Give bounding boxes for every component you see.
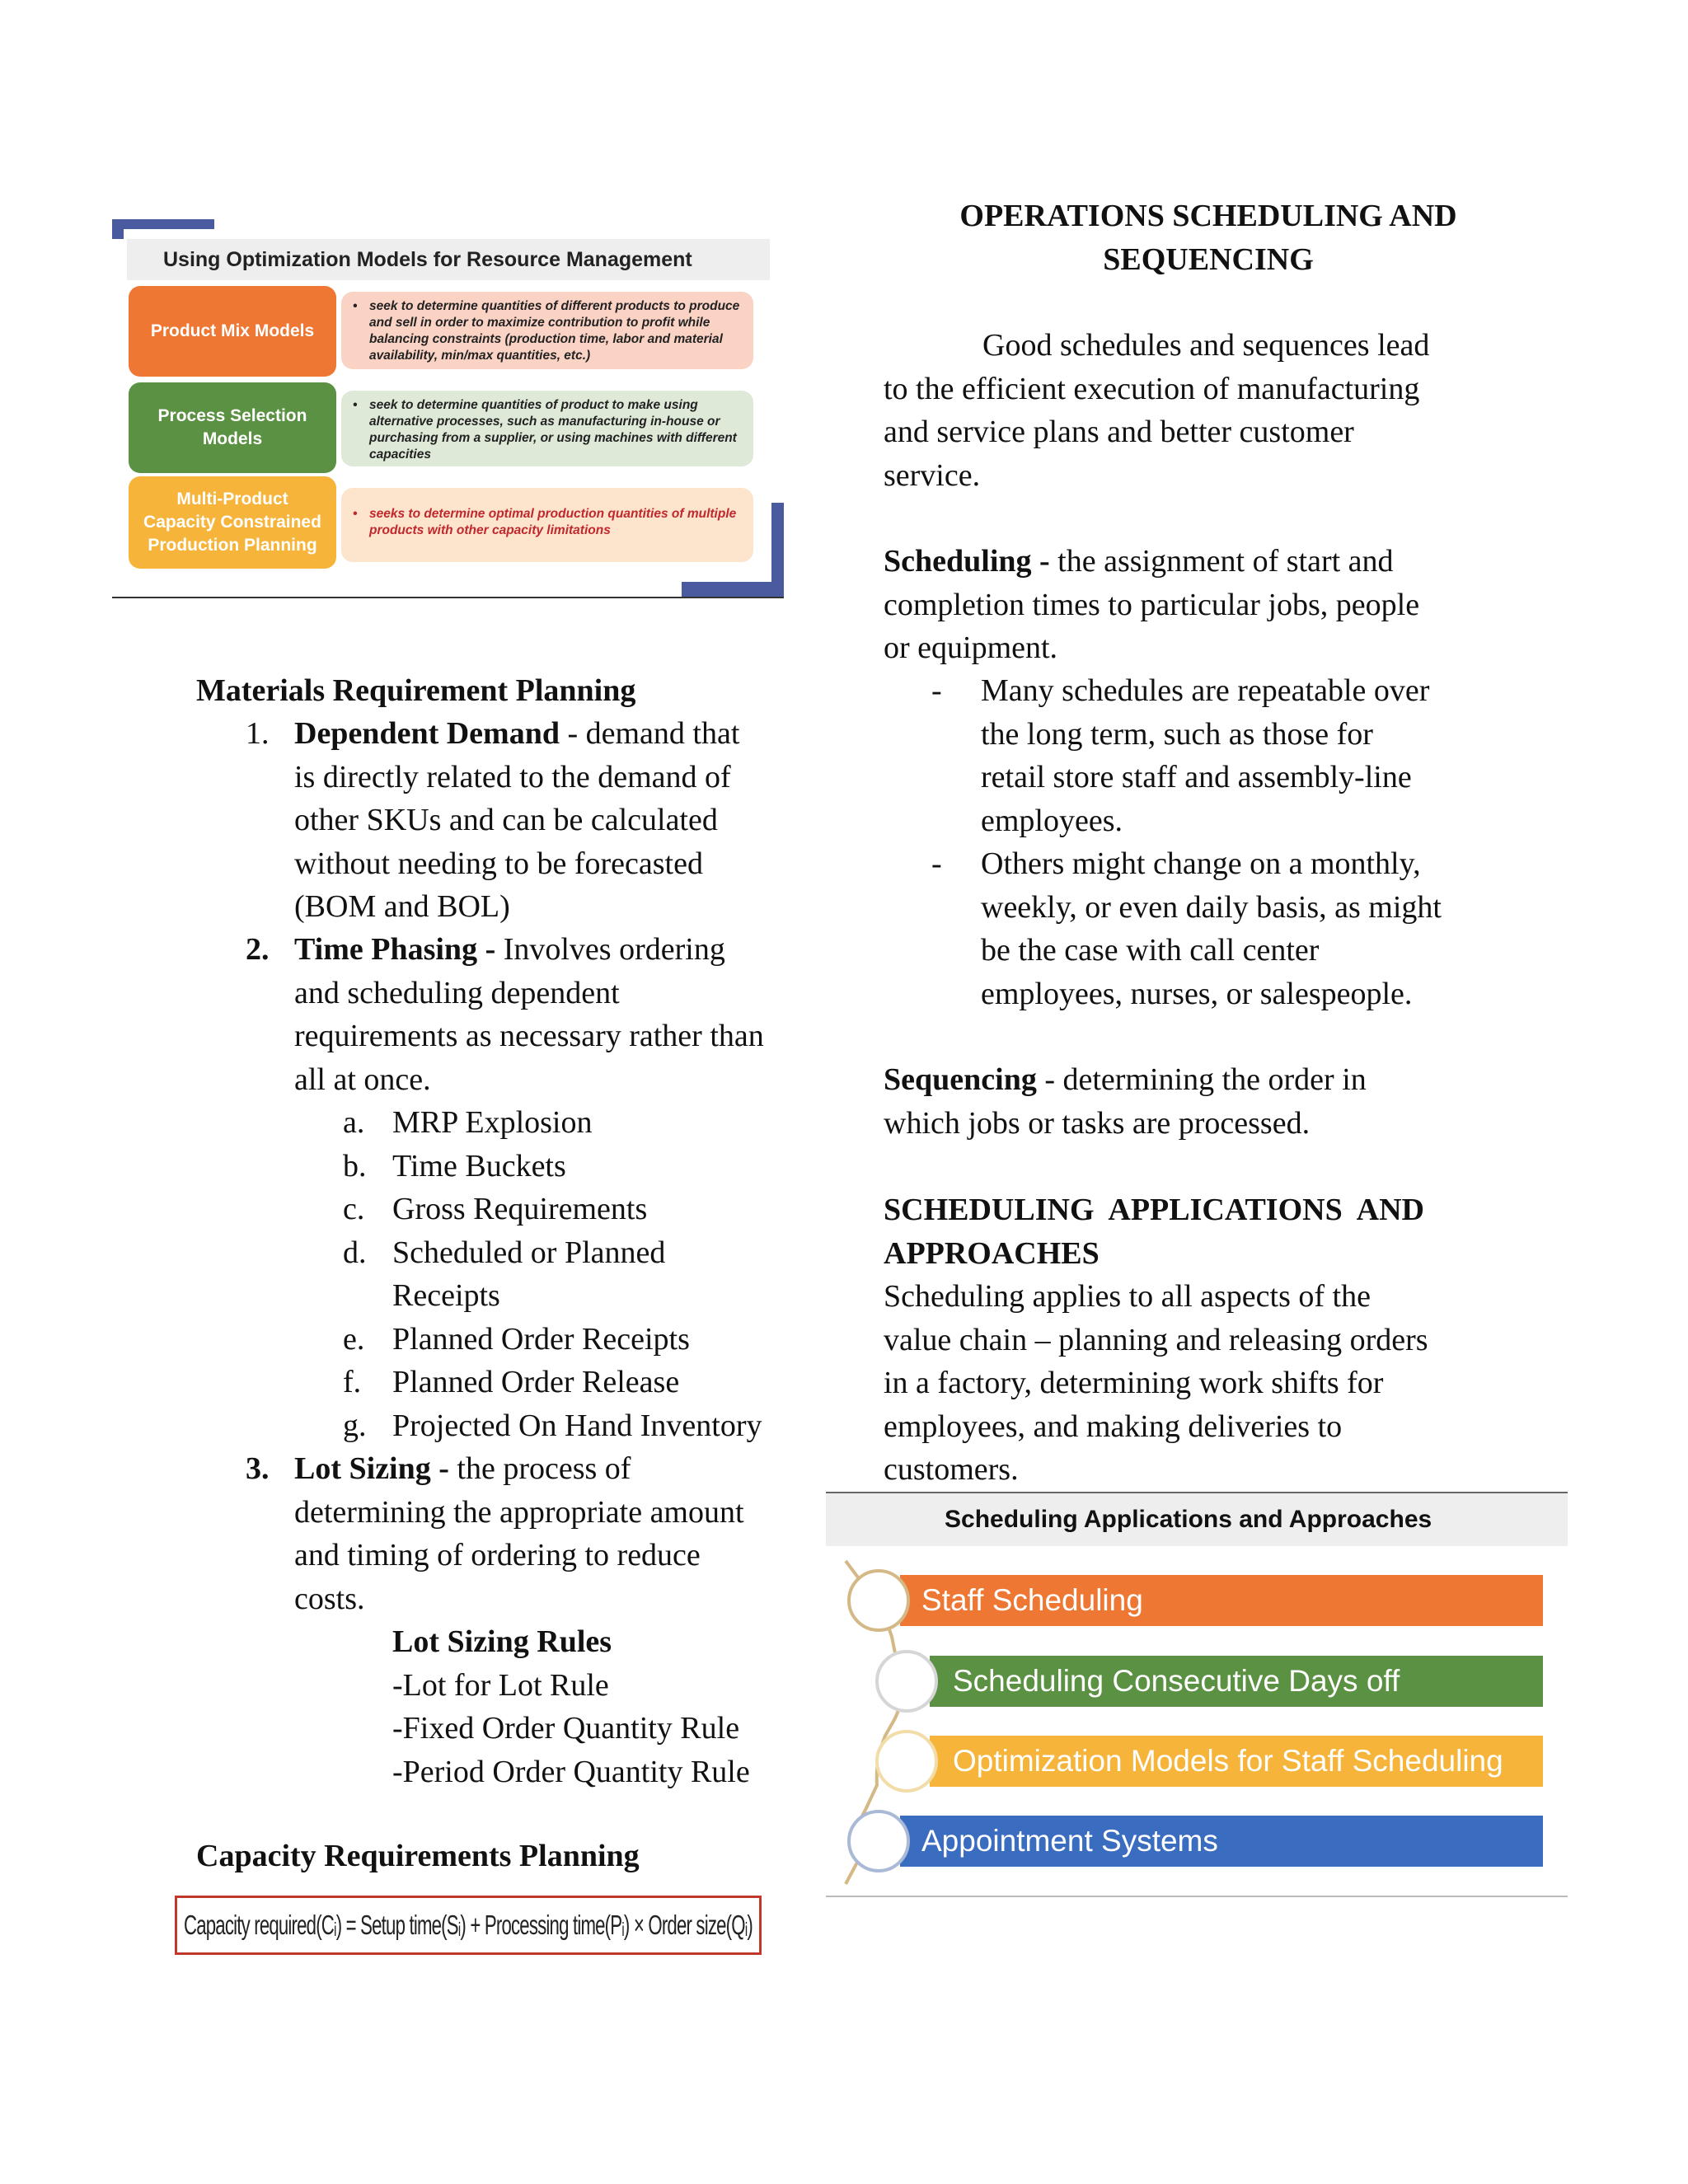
multi-product-label: Multi-Product Capacity Constrained Production Planning: [129, 476, 336, 569]
sub-letter: a.: [343, 1105, 365, 1140]
appointment-systems-bar: Appointment Systems: [900, 1816, 1543, 1867]
staff-scheduling-circle: [847, 1569, 910, 1632]
scheduling-approaches-slide: [826, 1492, 1568, 1904]
list-item-time-phasing: [294, 928, 822, 1101]
text-line: demand that: [585, 716, 740, 751]
separator: [449, 1451, 457, 1486]
ops-title-line: SEQUENCING: [1103, 241, 1314, 277]
text-line: and timing of ordering to reduce: [294, 1538, 701, 1572]
text-line: the process of: [457, 1451, 631, 1486]
dash-items: [981, 669, 1574, 1015]
text-line: customers.: [884, 1452, 1019, 1487]
text-line: other SKUs and can be calculated: [294, 803, 718, 837]
text-line: Involves ordering: [503, 932, 725, 967]
text-line: weekly, or even daily basis, as might: [981, 889, 1442, 925]
rule-period-order-quantity: -Period Order Quantity Rule: [392, 1754, 750, 1789]
process-selection-description: [341, 391, 753, 466]
sub-letter: c.: [343, 1192, 365, 1226]
text-line: employees, nurses, or salespeople.: [981, 976, 1413, 1011]
sub-letter: f.: [343, 1365, 362, 1399]
sequencing-definition: [884, 1058, 1568, 1145]
dash-marker: -: [931, 673, 942, 708]
text-line: which jobs or tasks are processed.: [884, 1105, 1311, 1141]
formula-text: Capacity required(Cᵢ) = Setup time(Sᵢ) + Processing time(Pᵢ) × Order size(Qᵢ): [184, 1910, 753, 1940]
dash-markers: [931, 669, 973, 886]
slide-accent-right: [771, 503, 784, 598]
sub-item-scheduled-receipts-cont: Receipts: [392, 1278, 500, 1313]
list-number: 1.: [246, 716, 270, 751]
apps-heading-line: APPROACHES: [884, 1235, 1100, 1271]
description-text: seeks to determine optimal production quantities of multiple products with other capacity limitations: [369, 507, 737, 537]
text-line: employees.: [981, 803, 1123, 838]
text-line: all at once.: [294, 1062, 431, 1097]
optimization-models-slide: [112, 219, 784, 598]
mrp-heading: Materials Requirement Planning: [196, 673, 636, 708]
text-line: and service plans and better customer: [884, 415, 1354, 449]
ops-title-line: OPERATIONS SCHEDULING AND: [959, 199, 1457, 233]
list-number: 3.: [246, 1451, 270, 1486]
text-line: employees, and making deliveries to: [884, 1408, 1343, 1444]
optimization-models-bar: Optimization Models for Staff Scheduling: [930, 1736, 1543, 1787]
sub-letter: d.: [343, 1235, 367, 1270]
sub-item-projected-on-hand: Projected On Hand Inventory: [392, 1408, 762, 1443]
sub-letter: e.: [343, 1321, 365, 1357]
appointment-systems-circle: [847, 1810, 910, 1872]
slide-bottom-border: [826, 1896, 1568, 1897]
sub-item-mrp-explosion: MRP Explosion: [392, 1105, 593, 1140]
sub-item-planned-order-release: Planned Order Release: [392, 1365, 680, 1399]
bullet-icon: •: [353, 299, 358, 313]
text-line: Scheduling applies to all aspects of the: [884, 1279, 1371, 1314]
term: Lot Sizing -: [294, 1451, 449, 1486]
description-text: seek to determine quantities of different products to produce and sell in order to maximize contribution to profit while balancing constraints (production time, labor and material availability, min/max quantities, etc.): [369, 299, 740, 363]
text-line: to the efficient execution of manufacturing: [884, 371, 1420, 406]
bullet-icon: •: [353, 398, 358, 412]
optimization-models-circle: [875, 1730, 938, 1793]
rule-lot-for-lot: -Lot for Lot Rule: [392, 1667, 609, 1703]
text-line: Many schedules are repeatable over: [981, 673, 1430, 708]
text-line: - determining the order in: [1036, 1062, 1367, 1097]
consecutive-days-bar: Scheduling Consecutive Days off: [930, 1656, 1543, 1707]
text-line: in a factory, determining work shifts for: [884, 1366, 1384, 1400]
product-mix-description: [341, 292, 753, 369]
dash-marker: -: [931, 846, 942, 881]
scheduling-definition: [884, 540, 1568, 670]
text-line: (BOM and BOL): [294, 889, 510, 924]
rule-fixed-order-quantity: -Fixed Order Quantity Rule: [392, 1711, 740, 1746]
capacity-formula: [175, 1896, 762, 1955]
term: Dependent Demand: [294, 716, 560, 751]
text-line: retail store staff and assembly-line: [981, 760, 1412, 794]
slide-title: Using Optimization Models for Resource Management: [127, 239, 770, 280]
product-mix-label: Product Mix Models: [129, 286, 336, 377]
text-line: be the case with call center: [981, 933, 1320, 968]
lot-sizing-rules-heading: Lot Sizing Rules: [392, 1624, 612, 1659]
sub-item-scheduled-receipts: Scheduled or Planned: [392, 1235, 666, 1270]
sub-letter: g.: [343, 1408, 367, 1443]
lot-sizing-rules: [392, 1620, 837, 1793]
ops-title: [879, 194, 1538, 281]
text-line: and scheduling dependent: [294, 975, 620, 1010]
list-item-lot-sizing: [294, 1447, 822, 1620]
separator: [495, 932, 504, 967]
text-line: requirements as necessary rather than: [294, 1019, 764, 1053]
staff-scheduling-bar: Staff Scheduling: [900, 1575, 1543, 1626]
text-line: the long term, such as those for: [981, 716, 1373, 752]
text-line: service.: [884, 457, 981, 493]
slide-top-border: [826, 1492, 1568, 1493]
sub-item-time-buckets: Time Buckets: [392, 1148, 566, 1183]
text-line: the assignment of start and: [1057, 544, 1394, 579]
text-line: is directly related to the demand of: [294, 759, 731, 794]
list-item-dependent-demand: [294, 712, 822, 929]
bullet-icon: •: [353, 507, 358, 521]
consecutive-days-circle: [875, 1650, 938, 1713]
slide-bottom-border: [112, 597, 784, 598]
text-line: without needing to be forecasted: [294, 846, 703, 881]
term: Sequencing: [884, 1062, 1037, 1097]
text-line: value chain – planning and releasing orders: [884, 1322, 1428, 1357]
multi-product-description: [341, 488, 753, 562]
scheduling-applications: [884, 1188, 1568, 1492]
term: Scheduling -: [884, 544, 1050, 579]
slide-accent-bottom-right: [682, 580, 784, 598]
apps-heading-line: SCHEDULING APPLICATIONS AND: [884, 1193, 1424, 1227]
slide-title: Scheduling Applications and Approaches: [826, 1493, 1568, 1546]
text-line: Good schedules and sequences lead: [982, 328, 1430, 363]
description-text: seek to determine quantities of product to make using alternative processes, such as manufacturing in-house or purchasing from a supplier, or using machines with different capacities: [369, 398, 737, 462]
sub-item-planned-order-receipts: Planned Order Receipts: [392, 1321, 690, 1357]
sub-list-items: [392, 1101, 837, 1447]
text-line: or equipment.: [884, 630, 1058, 665]
list-number: 2.: [246, 932, 270, 967]
sub-item-gross-requirements: Gross Requirements: [392, 1192, 648, 1226]
term: Time Phasing -: [294, 932, 496, 967]
text-line: Others might change on a monthly,: [981, 846, 1421, 881]
process-selection-label: Process Selection Models: [129, 382, 336, 473]
separator: -: [559, 716, 586, 751]
text-line: completion times to particular jobs, people: [884, 587, 1420, 622]
sub-letter: b.: [343, 1148, 367, 1183]
ops-intro: [884, 324, 1568, 497]
crp-heading: Capacity Requirements Planning: [196, 1839, 640, 1873]
text-line: determining the appropriate amount: [294, 1494, 744, 1530]
text-line: costs.: [294, 1581, 365, 1616]
